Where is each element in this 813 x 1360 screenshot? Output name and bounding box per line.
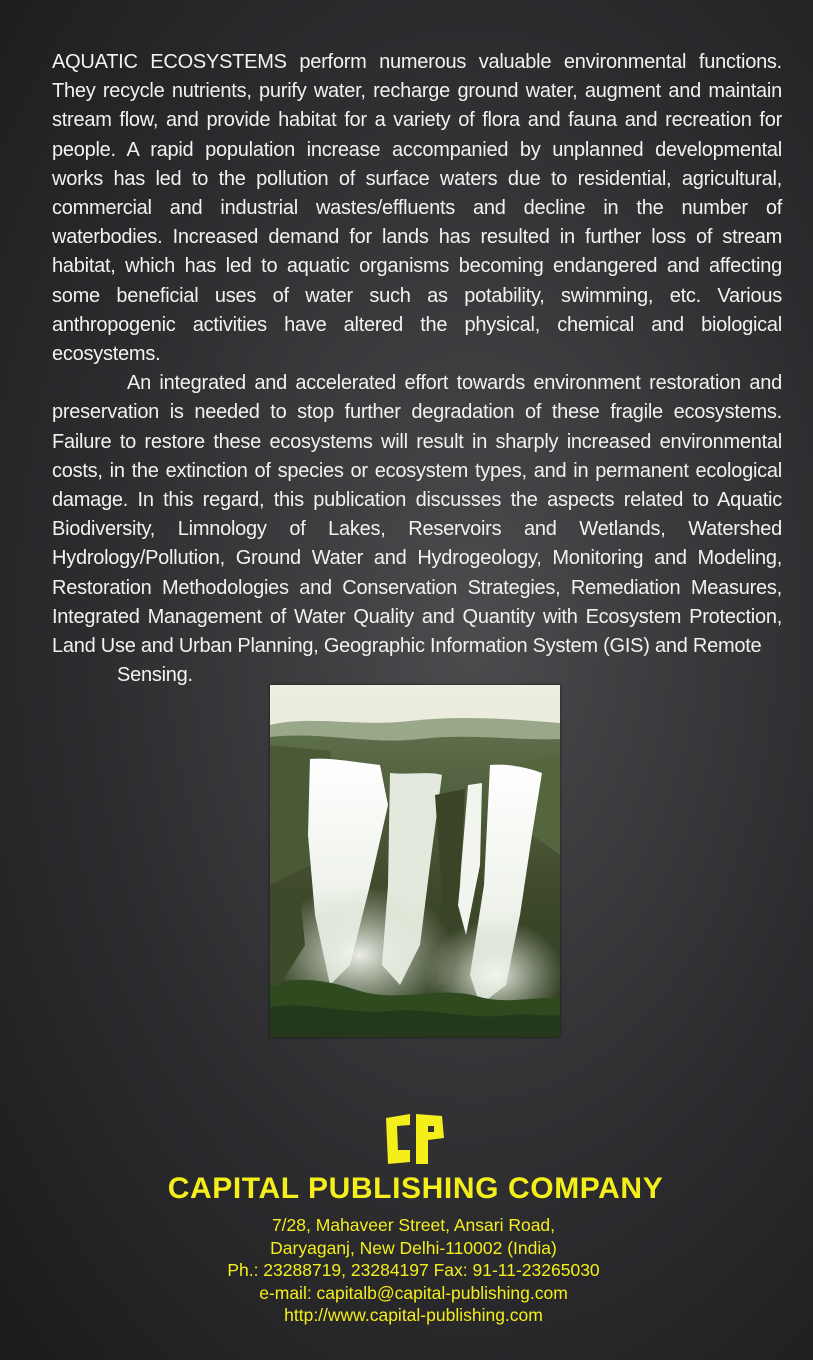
publisher-address bbox=[0, 1214, 813, 1327]
blurb-paragraph-2-end: Sensing. bbox=[117, 664, 193, 687]
publisher-name: CAPITAL PUBLISHING COMPANY bbox=[167, 1172, 664, 1205]
phone-fax-line: Ph.: 23288719, 23284197 Fax: 91-11-23265030 bbox=[227, 1260, 600, 1280]
email-line: e-mail: capitalb@capital-publishing.com bbox=[259, 1282, 568, 1303]
blurb-paragraph-1: AQUATIC ECOSYSTEMS perform numerous valuable environmental functions. They recycle nutrients, purify water, recharge ground water, augment and maintain stream flow, and provide habitat for a variety of flora and fauna and recreation for people. A rapid population increase accompanied by unplanned developmental works has led to the pollution of surface waters due to residential, agricultural, commercial and industrial wastes/effluents and decline in the number of waterbodies. Increased demand for lands has resulted in further loss of stream habitat, which has led to aquatic organisms becoming endangered and affecting some beneficial uses of water such as potability, swimming, etc. Various anthropogenic activities have altered the physical, chemical and biological ecosystems. bbox=[52, 51, 782, 366]
blurb-paragraph-2 bbox=[52, 369, 782, 690]
blurb-text bbox=[52, 48, 782, 690]
waterfall-image bbox=[270, 685, 560, 1037]
website-line: http://www.capital-publishing.com bbox=[284, 1305, 543, 1325]
address-line-2: Daryaganj, New Delhi-110002 (India) bbox=[270, 1237, 557, 1258]
address-line-1: 7/28, Mahaveer Street, Ansari Road, bbox=[271, 1215, 556, 1235]
blurb-paragraph-2-text: An integrated and accelerated effort towards environment restoration and preservation is needed to stop further degradation of these fragile ecosystems. Failure to restore these ecosystems will result in sharply increased environmental costs, in the extinction of species or ecosystem types, and in permanent ecological damage. In this regard, this publication discusses the aspects related to Aquatic Biodiversity, Limnology of Lakes, Reservoirs and Wetlands, Watershed Hydrology/Pollution, Ground Water and Hydrogeology, Monitoring and Modeling, Restoration Methodologies and Conservation Strategies, Remediation Measures, Integrated Management of Water Quality and Quantity with Ecosystem Protection, Land Use and Urban Planning, Geographic Information System (GIS) and Remote bbox=[52, 372, 782, 658]
cp-logo-icon bbox=[382, 1112, 448, 1166]
waterfall-photo bbox=[270, 685, 560, 1037]
